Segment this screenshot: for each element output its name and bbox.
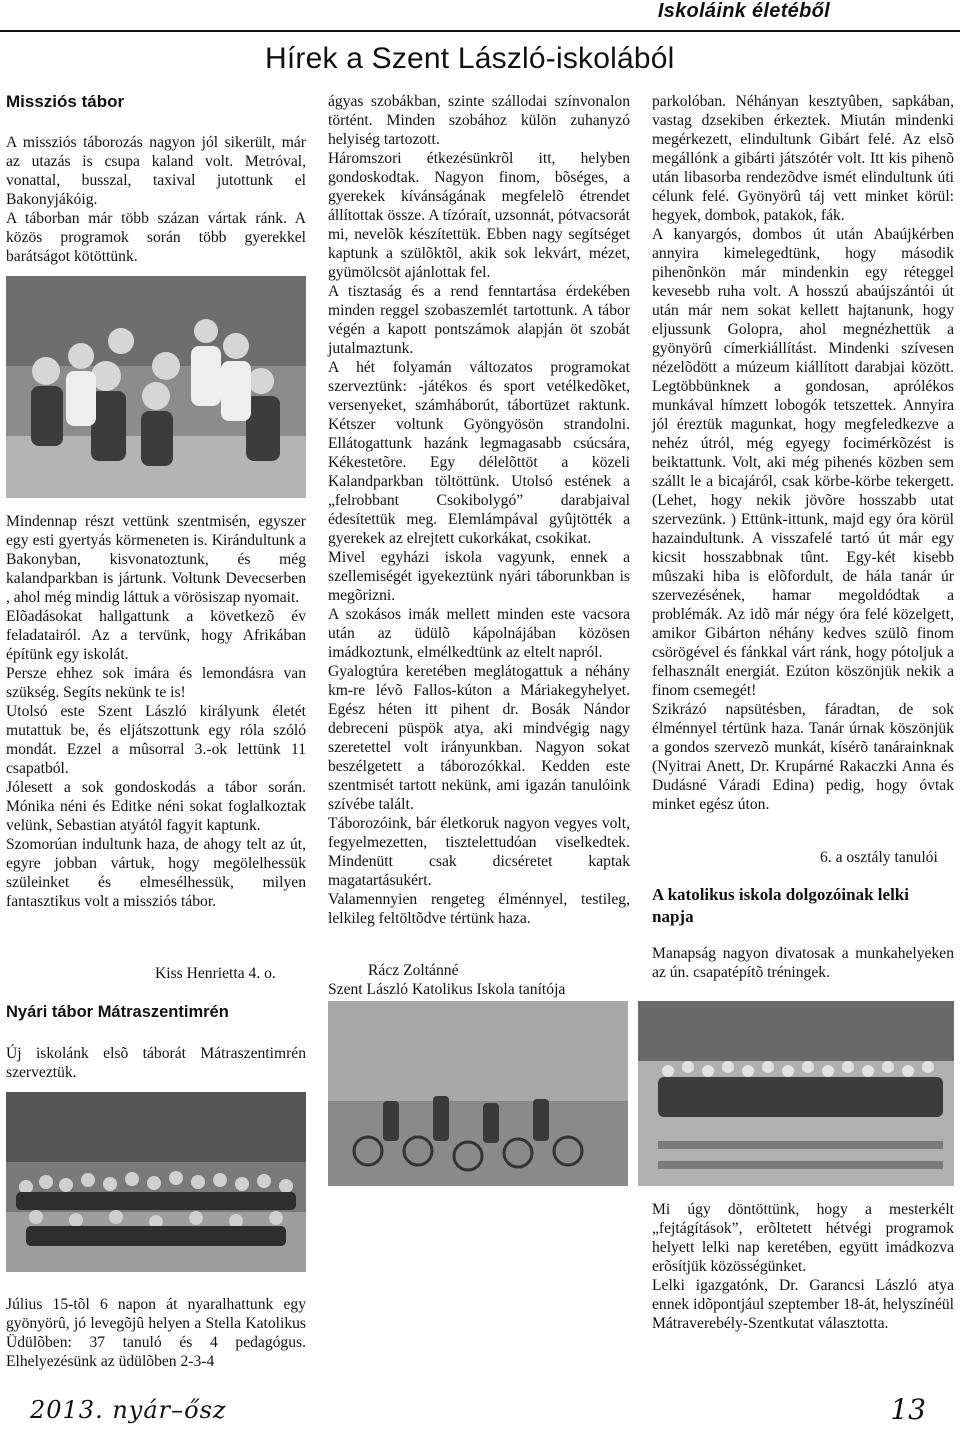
- article-body-summer-camp: [6, 1295, 306, 1371]
- photo-summer-camp-group: [6, 1092, 306, 1272]
- section-label: Iskoláink életéből: [657, 0, 830, 22]
- paragraph: A missziós táborozás nagyon jól sikerült, már az utazás is csupa kaland volt. Metróval, vonattal, busszal, taxival jutottunk el Bakonyjákóig.: [6, 134, 306, 208]
- article-body-staff-day-intro: [652, 944, 954, 982]
- paragraph: Mivel egyházi iskola vagyunk, ennek a szellemiségét igyekeztünk nyári táborunkban is megõrizni.: [328, 549, 630, 604]
- paragraph: Szikrázó napsütésben, fáradtan, de sok élménnyel tértünk haza. Tanár úrnak köszönjük a gondos szervezõ munkát, kísérõ tanárainknak (Nyitrai Anett, Dr. Krupárné Rakaczki Anna és Dudásné Váradi Edina) pedig, hogy óvtak minket egész úton.: [652, 701, 954, 813]
- paragraph: Mindennap részt vettünk szentmisén, egyszer egy esti gyertyás körmeneten is. Kirándultunk a Bakonyban, kisvonatoztunk, és még kalandparkban is jártunk. Voltunk Devecserben , ahol még mindig láttuk a vörösiszap nyomait.: [6, 513, 306, 606]
- paragraph: Elõadásokat hallgattunk a következõ év feladatairól. Az a tervünk, hogy Afrikában építünk egy iskolát.: [6, 608, 306, 663]
- article-heading-missionary-camp: Missziós tábor: [6, 92, 125, 111]
- paragraph: A táborban már több százan vártak ránk. A közös programok során több gyerekkel barátságot kötöttünk.: [6, 210, 306, 265]
- author-signature: 6. a osztály tanulói: [820, 849, 938, 866]
- author-signature: Kiss Henrietta 4. o.: [155, 965, 276, 982]
- paragraph: Mi úgy döntöttünk, hogy a mesterkélt „fejtágítások”, erõltetett hétvégi programok helyett lelki nap keretében, együtt imádkozva erõsítjük közösségünket.: [652, 1201, 954, 1275]
- article-body-missionary-camp-intro: [6, 133, 306, 266]
- page-title: Hírek a Szent László-iskolából: [265, 42, 675, 75]
- paragraph: Táborozóink, bár életkoruk nagyon vegyes volt, fegyelmezetten, tisztelettudóan viselkedtek. Mindenütt csak dicséretet kaptak magatartásukért.: [328, 815, 630, 889]
- paragraph: A szokásos imák mellett minden este vacsora után az üdülõ kápolnájában közösen imádkoztunk, elmélkedtünk az eltelt napról.: [328, 606, 630, 661]
- paragraph: Persze ehhez sok imára és lemondásra van szükség. Segíts nekünk te is!: [6, 665, 306, 701]
- article-body-summer-camp-continued: [328, 92, 630, 928]
- issue-label: 2013. nyár–ősz: [30, 1396, 227, 1424]
- paragraph: Háromszori étkezésünkrõl itt, helyben gondoskodtak. Nagyon finom, bõséges, a gyerekek kívánságának megfelelõ étrendet állítottak össze. A tízóraít, uzsonnát, pótvacsorát mi, nevelõk készítettük. Ebben nagy segítséget kaptunk a szülõktõl, akik sok lekvárt, mézet, gyümölcsöt ajánlottak fel.: [328, 150, 630, 281]
- article-body-staff-day: [652, 1200, 954, 1333]
- paragraph: A kanyargós, dombos út után Abaújkérben annyira kimelegedtünk, hogy második pihenõnkön már mindenkin egy réteggel kevesebb ruha volt. A hosszú abaújszántói út után már nem sokat kellett hajtanunk, hogy eljussunk Golopra, ahol megnézhettük a gyönyörû címerkiállítást. Mindenki szívesen nézelõdött a múzeum kiállított darabjai között. Legtöbbünknek a gondosan, aprólékos munkával hímzett lobogók tetszettek. Annyira jól éreztük magunkat, hogy megfeledkezve a nehéz útról, még egyegy focimérkõzést is beiktattunk. Volt, aki még pihenés közben sem szállt le a bicajáról, csak körbe-körbe tekergett. (Lehet, hogy nekik jövõre hosszabb utat szervezünk. ) Ettünk-ittunk, majd egy óra körül hazaindultunk. A visszafelé tartó út már egy kicsit hosszabbnak tûnt. Egy-két kisebb mûszaki hiba is elõfordult, de hála tanár úr szervezésének, hamar megoldódtak a problémák. Az idõ már négy óra felé közelgett, amikor Gibárton néhány kedves szülõ finom csörögével és fánkkal várt ránk, hogy pótoljuk a felhasznált energiát. Ezúton köszönjük nekik a finom csemegét!: [652, 226, 954, 699]
- article-body-missionary-camp: [6, 512, 306, 911]
- paragraph: A tisztaság és a rend fenntartása érdekében minden reggel szobaszemlét tartottunk. A tábor végén a kapott pontszámok alapján öt szobát jutalmaztunk.: [328, 283, 630, 357]
- article-body-bike-tour-continued: [652, 92, 954, 814]
- author-signature-role: Szent László Katolikus Iskola tanítója: [328, 981, 566, 998]
- photo-bike-tour-and-pilgrimage: [328, 1001, 954, 1186]
- paragraph: Új iskolánk elsõ táborát Mátraszentimrén szerveztük.: [6, 1045, 306, 1081]
- paragraph: Július 15-tõl 6 napon át nyaralhattunk egy gyönyörû, jó levegõjû helyen a Stella Katolikus Üdülõben: 37 tanuló és 4 pedagógus. Elhelyezésünk az üdülõben 2-3-4: [6, 1296, 306, 1370]
- paragraph: Valamennyien rengeteg élménnyel, testileg, lelkileg feltöltõdve tértünk haza.: [328, 891, 630, 927]
- paragraph: Szomorúan indultunk haza, de ahogy telt az út, egyre jobban vártuk, hogy megölelhessük szüleinket és elmesélhessük, milyen fantasztikus volt a missziós tábor.: [6, 836, 306, 910]
- paragraph: Lelki igazgatónk, Dr. Garancsi László atya ennek idõpontjául szeptember 18-át, helyszínéül Mátraverebély-Szentkutat választotta.: [652, 1277, 954, 1332]
- header-rule: [0, 30, 960, 32]
- paragraph: ágyas szobákban, szinte szállodai színvonalon történt. Minden szobához külön zuhanyzó helyiség tartozott.: [328, 93, 630, 148]
- page-number: 13: [890, 1393, 926, 1426]
- paragraph: Jólesett a sok gondoskodás a tábor során. Mónika néni és Editke néni sokat foglalkoztak velünk, Sebastian atyától fagyit kaptunk.: [6, 779, 306, 834]
- paragraph: parkolóban. Néhányan kesztyûben, sapkában, vastag dzsekiben érkeztek. Miután mindenki megérkezett, elindultunk Gibárt felé. Az elsõ megállónk a gibárti játszótér volt. Itt kis pihenõ után libasorba rendezõdve ismét elindultunk úti célunk felé. Gyönyörû táj vett minket körül: hegyek, dombok, patakok, fák.: [652, 93, 954, 224]
- author-signature-name: Rácz Zoltánné: [368, 962, 459, 979]
- article-heading-summer-camp: Nyári tábor Mátraszentimrén: [6, 1003, 229, 1021]
- photo-children-with-ice-cream: [6, 276, 306, 498]
- paragraph: Manapság nagyon divatosak a munkahelyeken az ún. csapatépítõ tréningek.: [652, 945, 954, 981]
- article-heading-staff-day: A katolikus iskola dolgozóinak lelki napja: [652, 885, 909, 926]
- paragraph: Gyalogtúra keretében meglátogattuk a néhány km-re lévõ Fallos-kúton a Máriakegyhelyet. Egész héten itt pihent dr. Bosák Nándor debreceni püspök atya, aki mindvégig nagy szeretettel volt irányunkban. Nagyon sokat beszélgetett a táborozókkal. Kedden este szentmisét tartott nekünk, ami igazán tanulóink szívébe talált.: [328, 663, 630, 813]
- article-body-summer-camp-intro: [6, 1044, 306, 1082]
- paragraph: A hét folyamán változatos programokat szerveztünk: -játékos és sport vetélkedõket, versenyeket, számháborút, tábortüzet raktunk. Kétszer voltunk Gyöngyösön strandolni. Ellátogattunk hazánk legmagasabb csúcsára, Kékestetõre. Egy délelõttöt a közeli Kalandparkban töltöttünk. Utolsó estének a „felrobbant Csokibolygó” darabjaival édesítettük meg. Elemlámpával gyûjtötték a gyerekek az elrejtett cukorkákat, csokikat.: [328, 359, 630, 547]
- paragraph: Utolsó este Szent László királyunk életét mutattuk be, és eljátszottunk egy róla szóló mondát. Ezzel a mûsorral 3.-ok lettünk 11 csapatból.: [6, 703, 306, 777]
